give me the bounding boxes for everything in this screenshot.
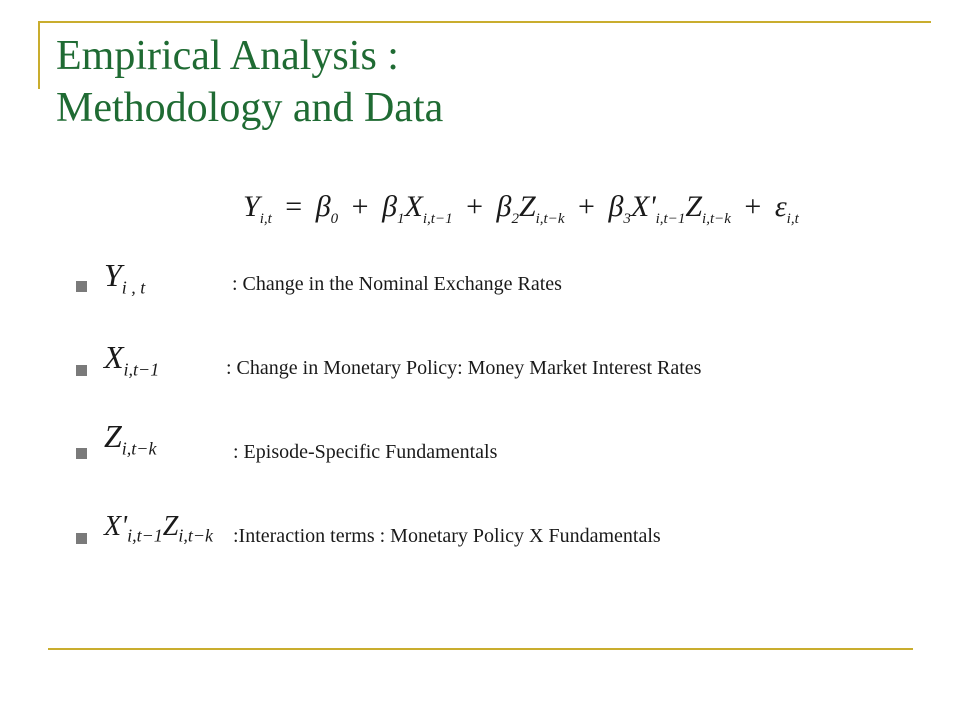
eq-x-sub: i,t−1 <box>422 211 453 227</box>
eq-x-prime: X' <box>630 190 656 223</box>
title-line-1: Empirical Analysis : <box>56 33 399 79</box>
eq-plus-2: + <box>466 190 483 223</box>
eq-z-sub: i,t−k <box>535 211 565 227</box>
symbol-sub: i , t <box>121 277 146 298</box>
eq-lhs: Y <box>243 190 260 223</box>
bullet-symbol-interaction <box>104 511 213 547</box>
bullet-square-icon <box>76 533 87 544</box>
eq-plus-4: + <box>744 190 762 223</box>
eq-lhs-sub: i,t <box>259 211 272 227</box>
eq-plus-3: + <box>578 190 595 223</box>
regression-equation <box>243 190 799 228</box>
eq-equals: = <box>285 190 303 223</box>
eq-epsilon: ε <box>774 190 787 223</box>
symbol-sub: i,t−1 <box>123 359 160 380</box>
eq-beta-0: β <box>315 190 331 223</box>
bullet-description: : Change in Monetary Policy: Money Market Interest Rates <box>226 357 702 379</box>
eq-plus-1: + <box>351 190 369 223</box>
bullet-square-icon <box>76 281 87 292</box>
bullet-symbol-y <box>104 257 145 298</box>
symbol: Y <box>104 257 122 293</box>
eq-beta-1-sub: 1 <box>397 211 405 227</box>
bullet-symbol-z <box>104 418 156 459</box>
symbol: Z <box>104 418 122 454</box>
bullet-symbol-x <box>104 339 159 380</box>
eq-z: Z <box>518 190 536 223</box>
eq-epsilon-sub: i,t <box>786 211 799 227</box>
bottom-rule <box>48 648 913 650</box>
bullet-description: : Change in the Nominal Exchange Rates <box>232 273 562 295</box>
symbol: X' <box>104 511 128 542</box>
title-line-2: Methodology and Data <box>56 85 444 131</box>
bullet-description: :Interaction terms : Monetary Policy X Fundamentals <box>233 525 661 547</box>
left-rule <box>38 21 40 89</box>
bullet-square-icon <box>76 448 87 459</box>
eq-beta-1: β <box>382 190 398 223</box>
eq-z-2: Z <box>685 190 703 223</box>
eq-beta-0-sub: 0 <box>330 211 339 227</box>
top-rule <box>38 21 931 23</box>
symbol-sub: i,t−1 <box>127 525 163 546</box>
eq-beta-3: β <box>608 190 624 223</box>
bullet-square-icon <box>76 365 87 376</box>
eq-beta-2-sub: 2 <box>511 211 519 227</box>
eq-x-prime-sub: i,t−1 <box>655 211 686 227</box>
symbol-2-sub: i,t−k <box>178 525 213 546</box>
symbol: X <box>104 339 124 375</box>
symbol-sub: i,t−k <box>121 438 157 459</box>
eq-beta-2: β <box>496 190 512 223</box>
bullet-description: : Episode-Specific Fundamentals <box>233 441 498 463</box>
symbol-2: Z <box>162 511 179 542</box>
eq-beta-3-sub: 3 <box>623 211 631 227</box>
eq-z-2-sub: i,t−k <box>702 211 731 227</box>
eq-x: X <box>404 190 423 223</box>
slide-title <box>56 30 443 134</box>
